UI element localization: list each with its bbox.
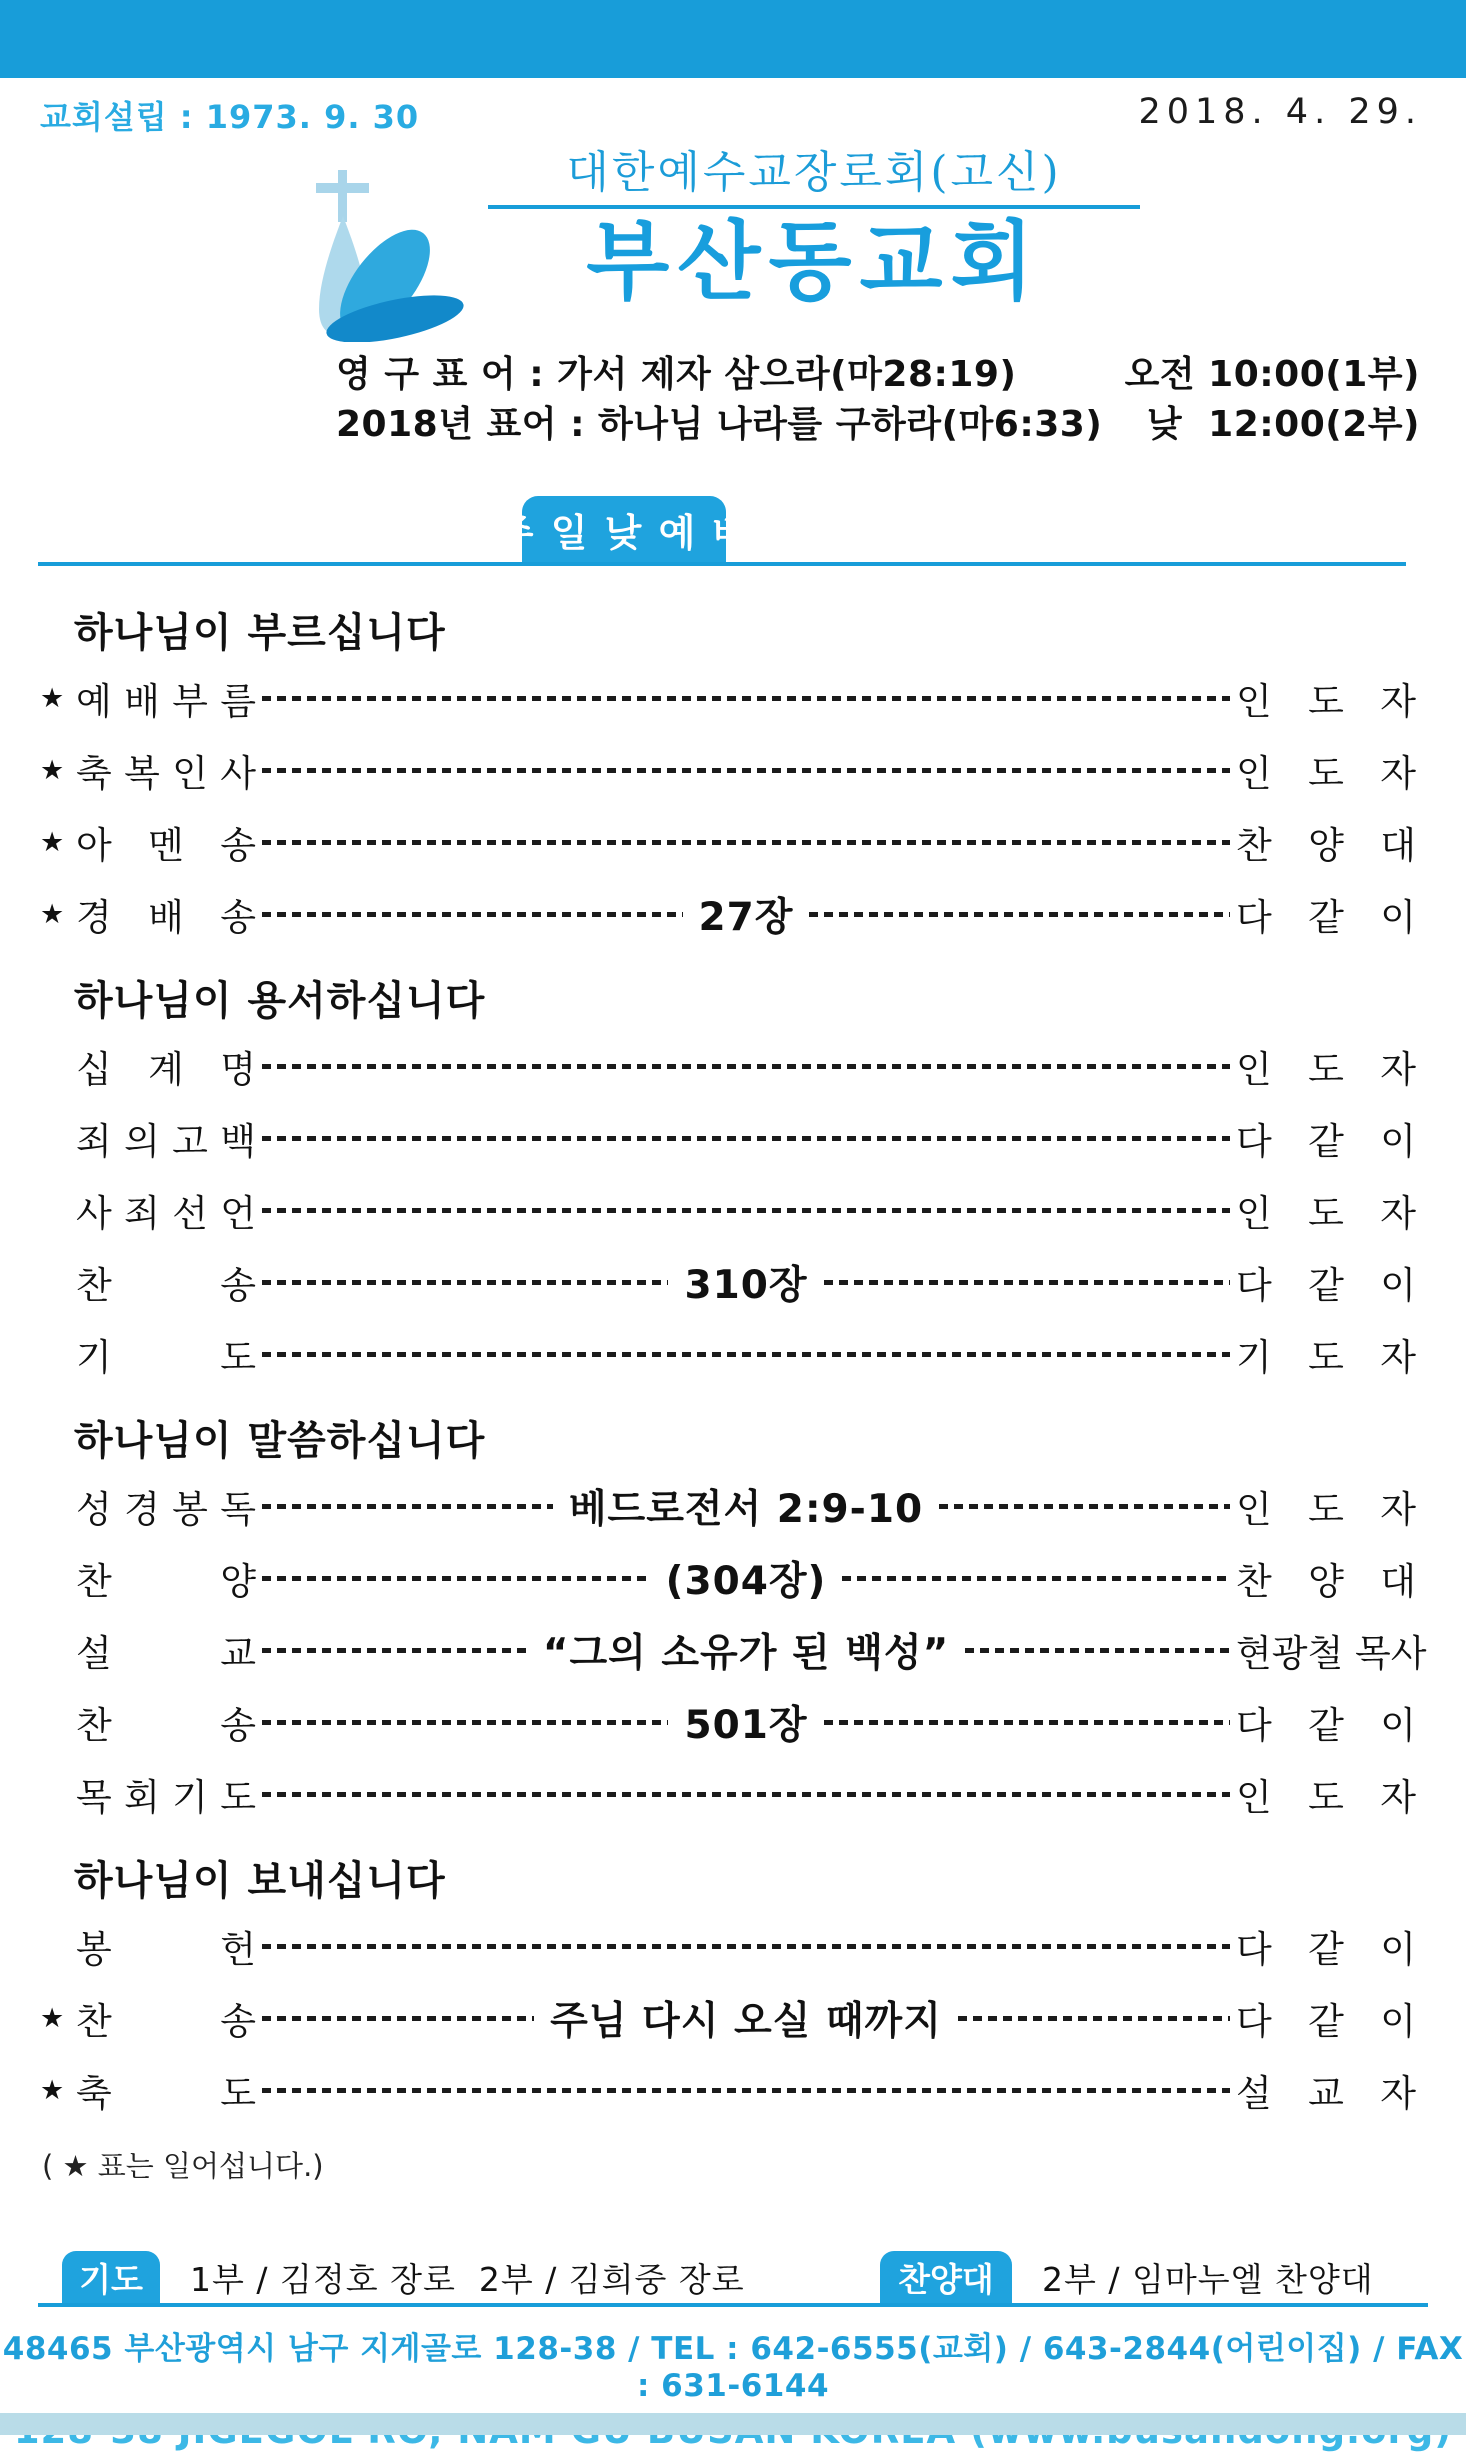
row-item-label: 죄 의 고 백	[76, 1120, 256, 1163]
row-hymn-or-text: 27장	[698, 895, 794, 940]
dotted-leader	[824, 1280, 1230, 1285]
service-row	[0, 1102, 1466, 1174]
row-hymn-or-text: (304장)	[665, 1559, 827, 1604]
service-row	[0, 1174, 1466, 1246]
section-heading: 하나님이 말씀하십니다	[74, 1418, 486, 1464]
footer-duty-row	[38, 2251, 1428, 2307]
service-row	[0, 1614, 1466, 1686]
service-row	[0, 1318, 1466, 1390]
standing-star-marker: ★	[40, 826, 65, 858]
row-leader-role: 인 도 자	[1236, 1776, 1416, 1819]
dotted-leader	[262, 1280, 668, 1285]
service-row	[0, 878, 1466, 950]
brand-text	[488, 132, 1140, 312]
service-row	[0, 1758, 1466, 1830]
service-row	[0, 662, 1466, 734]
standing-star-marker: ★	[40, 754, 65, 786]
service-row	[0, 1470, 1466, 1542]
row-leader-role: 기 도 자	[1236, 1336, 1416, 1379]
row-leader-role: 찬 양 대	[1236, 824, 1416, 867]
service-title-rule	[38, 496, 1406, 566]
dotted-leader	[262, 696, 1230, 701]
row-leader-role: 다 같 이	[1236, 1928, 1416, 1971]
dotted-leader	[262, 1504, 553, 1509]
service-sections	[0, 610, 1466, 2126]
meta-row	[40, 92, 1422, 136]
address-korean: 48465 부산광역시 남구 지게골로 128-38 / TEL : 642-6555(교회) / 643-2844(어린이집) / FAX : 631-6144	[2, 2331, 1464, 2404]
section-rows	[0, 662, 1466, 950]
row-item-label: 예 배 부 름	[76, 680, 256, 723]
service-row	[0, 1982, 1466, 2054]
row-hymn-or-text: 주님 다시 오실 때까지	[550, 1999, 942, 2044]
dotted-leader	[262, 1352, 1230, 1357]
dotted-leader	[262, 840, 1230, 845]
row-leader-role: 인 도 자	[1236, 752, 1416, 795]
service-row	[0, 1542, 1466, 1614]
dotted-leader	[262, 1136, 1230, 1141]
service-row	[0, 1030, 1466, 1102]
row-leader-role: 다 같 이	[1236, 1120, 1416, 1163]
brand-header	[0, 132, 1466, 346]
bulletin-page	[0, 78, 1466, 2452]
standing-note: ( ★ 표는 일어섭니다.)	[42, 2149, 324, 2183]
standing-star-marker: ★	[40, 2074, 65, 2106]
bottom-color-bar	[0, 2413, 1466, 2435]
prayer-names: 1부 / 김정호 장로 2부 / 김희중 장로	[190, 2259, 745, 2299]
dotted-leader	[939, 1504, 1230, 1509]
row-item-label: 경 배 송	[76, 896, 256, 939]
service-section	[0, 1858, 1466, 2126]
row-item-label: 봉 헌	[76, 1928, 256, 1971]
top-color-bar	[0, 0, 1466, 78]
row-hymn-or-text: 501장	[684, 1703, 808, 1748]
row-leader-role: 다 같 이	[1236, 896, 1417, 939]
standing-star-marker: ★	[40, 682, 65, 714]
dotted-leader	[262, 1064, 1230, 1069]
service-row	[0, 2054, 1466, 2126]
church-logo-icon	[300, 152, 470, 342]
permanent-motto: 영 구 표 어 : 가서 제자 삼으라(마28:19)	[336, 353, 1017, 395]
dotted-leader	[262, 1720, 668, 1725]
dotted-leader	[262, 1208, 1230, 1213]
service-row	[0, 1686, 1466, 1758]
section-rows	[0, 1910, 1466, 2126]
service-row	[0, 1910, 1466, 1982]
section-heading: 하나님이 부르십니다	[74, 610, 446, 656]
row-leader-role: 다 같 이	[1236, 2000, 1416, 2043]
section-heading: 하나님이 보내십니다	[74, 1858, 446, 1904]
dotted-leader	[824, 1720, 1230, 1725]
row-item-label: 성 경 봉 독	[76, 1488, 256, 1531]
motto-row-1	[336, 346, 1420, 396]
service-row	[0, 1246, 1466, 1318]
row-hymn-or-text: 310장	[684, 1263, 808, 1308]
row-leader-role: 인 도 자	[1236, 1488, 1416, 1531]
dotted-leader	[262, 912, 683, 917]
service-row	[0, 734, 1466, 806]
dotted-leader	[965, 1648, 1230, 1653]
row-item-label: 찬 송	[76, 1264, 256, 1307]
denomination-title: 대한예수교장로회(고신)	[566, 147, 1062, 198]
dotted-leader	[958, 2016, 1230, 2021]
service-section	[0, 610, 1466, 950]
row-item-label: 목 회 기 도	[76, 1776, 256, 1819]
service-time-1: 오전 10:00(1부)	[1124, 353, 1420, 395]
row-item-label: 찬 송	[76, 2000, 256, 2043]
dotted-leader	[262, 1648, 527, 1653]
row-item-label: 십 계 명	[76, 1048, 256, 1091]
row-leader-role: 인 도 자	[1236, 1192, 1416, 1235]
row-item-label: 축 도	[76, 2072, 256, 2115]
choir-name: 2부 / 임마누엘 찬양대	[1042, 2259, 1374, 2299]
church-founded-date: 교회설립 : 1973. 9. 30	[40, 98, 420, 136]
section-rows	[0, 1470, 1466, 1830]
standing-star-marker: ★	[40, 2002, 65, 2034]
service-row	[0, 806, 1466, 878]
dotted-leader	[262, 768, 1230, 773]
year-motto: 2018년 표어 : 하나님 나라를 구하라(마6:33)	[336, 403, 1103, 445]
row-leader-role: 설 교 자	[1236, 2072, 1416, 2115]
row-leader-role: 현광철 목사	[1236, 1632, 1427, 1675]
row-leader-role: 다 같 이	[1236, 1264, 1416, 1307]
row-item-label: 찬 송	[76, 1704, 256, 1747]
row-leader-role: 인 도 자	[1236, 1048, 1416, 1091]
section-rows	[0, 1030, 1466, 1390]
dotted-leader	[262, 2016, 534, 2021]
motto-row-2	[336, 396, 1420, 446]
row-item-label: 사 죄 선 언	[76, 1192, 256, 1235]
dotted-leader	[842, 1576, 1230, 1581]
motto-area	[336, 346, 1420, 446]
bulletin-date: 2018. 4. 29.	[1138, 92, 1422, 132]
row-item-label: 기 도	[76, 1336, 256, 1379]
section-heading: 하나님이 용서하십니다	[74, 978, 486, 1024]
row-leader-role: 인 도 자	[1236, 680, 1416, 723]
denomination-underline	[488, 205, 1140, 209]
dotted-leader	[262, 2088, 1230, 2093]
row-leader-role: 다 같 이	[1236, 1704, 1416, 1747]
church-name: 부산동교회	[586, 211, 1042, 312]
prayer-badge: 기도	[62, 2251, 160, 2303]
dotted-leader	[262, 1792, 1230, 1797]
row-item-label: 찬 양	[76, 1560, 256, 1603]
service-title-badge: 주 일 낮 예 배	[522, 496, 726, 562]
dotted-leader	[262, 1944, 1230, 1949]
row-item-label: 설 교	[76, 1632, 256, 1675]
row-item-label: 축 복 인 사	[76, 752, 256, 795]
row-hymn-or-text: 베드로전서 2:9-10	[568, 1487, 924, 1532]
row-hymn-or-text: “그의 소유가 된 백성”	[542, 1631, 950, 1676]
standing-star-marker: ★	[40, 898, 65, 930]
choir-badge: 찬양대	[880, 2251, 1012, 2303]
dotted-leader	[262, 1576, 650, 1581]
row-item-label: 아 멘 송	[76, 824, 256, 867]
dotted-leader	[809, 912, 1230, 917]
row-leader-role: 찬 양 대	[1236, 1560, 1417, 1603]
service-section	[0, 978, 1466, 1390]
service-section	[0, 1418, 1466, 1830]
service-time-2: 낮 12:00(2부)	[1146, 403, 1420, 445]
